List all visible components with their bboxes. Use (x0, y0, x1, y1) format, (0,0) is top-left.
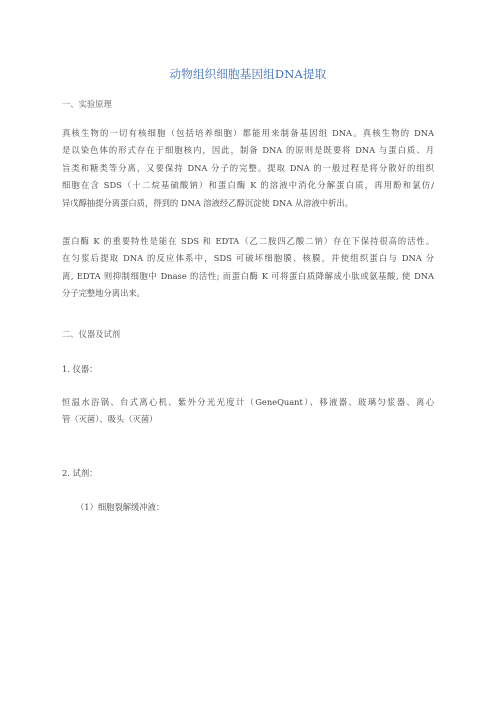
paragraph-principle-2 (62, 233, 434, 303)
paragraph-instruments (62, 394, 434, 429)
text-line: 细胞在含 SDS（十二烷基硫酸钠）和蛋白酶 K 的溶液中消化分解蛋白质，再用酚和氯仿/ (62, 180, 434, 191)
text-line: 蛋白酶 K 的重要特性是能在 SDS 和 EDTA（乙二胺四乙酸二钠）存在下保持很高的活性。 (62, 236, 434, 246)
text-line: 离, EDTA 则抑制细胞中 Dnase 的活性; 而蛋白酶 K 可将蛋白质降解成小肽或氨基酸, 使 DNA (62, 270, 434, 281)
section-heading-principle: 一、实验原理 (62, 99, 112, 109)
text-line: 在匀浆后提取 DNA 的反应体系中，SDS 可破坏细胞膜、核膜，并使组织蛋白与 DNA 分 (62, 253, 434, 264)
text-line: 异戊醇抽提分离蛋白质，得到的 DNA 溶液经乙醇沉淀使 DNA 从溶液中析出。 (62, 197, 353, 208)
item-label-instruments: 1. 仪器： (62, 364, 98, 374)
paragraph-principle-1 (62, 125, 434, 212)
text-line: 管（灭菌）、吸头（灭菌） (62, 414, 158, 425)
text-line: 是以染色体的形式存在于细胞核内，因此，制备 DNA 的原则是既要将 DNA 与蛋白质、月 (62, 145, 434, 156)
document-title: 动物组织细胞基因组DNA提取 (169, 67, 327, 81)
section-heading-instruments: 二、仪器及试剂 (62, 329, 121, 339)
text-line: 真核生物的一切有核细胞（包括培养细胞）都能用来制备基因组 DNA。真核生物的 DNA (62, 128, 434, 138)
reagent-item-lysis-buffer: （1）细胞裂解缓冲液： (76, 502, 165, 512)
text-line: 恒温水浴锅、台式离心机、紫外分光光度计（GeneQuant）、移液器、玻璃匀浆器、离心 (62, 397, 434, 407)
item-label-reagents: 2. 试剂： (62, 468, 98, 478)
text-line: 旨类和糖类等分离，又要保持 DNA 分子的完整。提取 DNA 的一般过程是将分散好的组织 (62, 162, 434, 173)
text-line: 分子完整地分离出来。 (62, 288, 145, 299)
